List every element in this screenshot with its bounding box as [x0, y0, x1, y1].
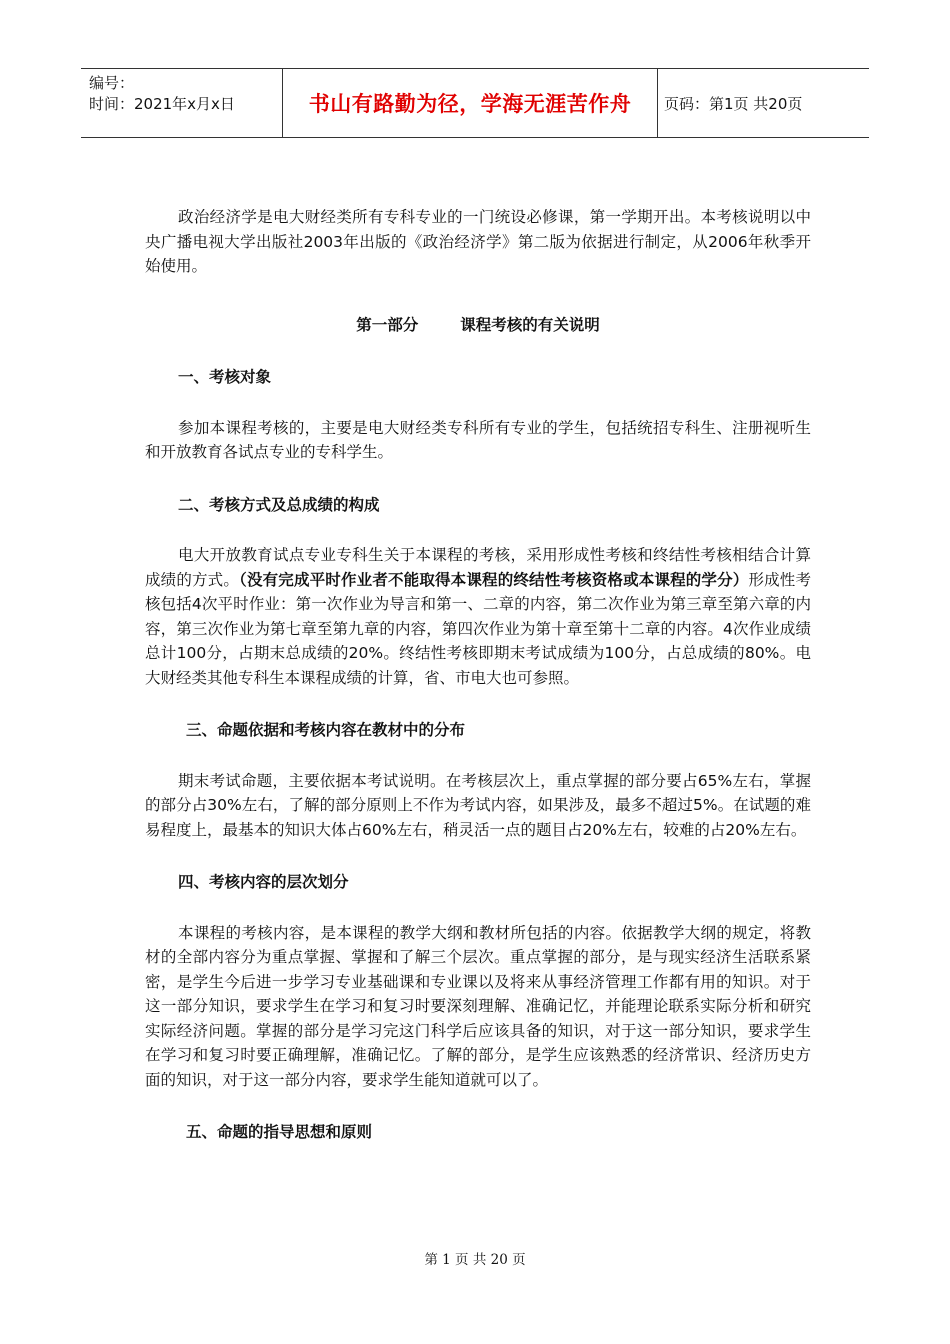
- section-heading: 四、考核内容的层次划分: [178, 873, 349, 891]
- intro-paragraph: 政治经济学是电大财经类所有专科专业的一门统设必修课，第一学期开出。本考核说明以中央广播电视大学出版社2003年出版的《政治经济学》第二版为依据进行制定，从2006年秋季开始使用。: [145, 208, 811, 275]
- page-footer: 第 1 页 共 20 页: [424, 1252, 526, 1268]
- section-paragraph: 期末考试命题，主要依据本考试说明。在考核层次上，重点掌握的部分要占65%左右，掌握的部分占30%左右，了解的部分原则上不作为考试内容，如果涉及，最多不超过5%。在试题的难易程度上，最基本的知识大体占60%左右，稍灵活一点的题目占20%左右，较难的占20%左右。: [145, 771, 811, 839]
- section-paragraph: [145, 543, 811, 690]
- section-heading: 五、命题的指导思想和原则: [186, 1123, 373, 1141]
- motto: 书山有路勤为径，学海无涯苦作舟: [282, 69, 658, 137]
- part-title: [145, 313, 811, 338]
- paragraph-text: 电大开放教育试点专业专科生关于本课程的考核，采用形成性考核和终结性考核相结合计算成绩的方式。: [145, 546, 811, 589]
- section-paragraph: 本课程的考核内容，是本课程的教学大纲和教材所包括的内容。依据教学大纲的规定，将教材的全部内容分为重点掌握、掌握和了解三个层次。重点掌握的部分，是与现实经济生活联系紧密，是学生今后进一步学习专业基础课和专业课以及将来从事经济管理工作都有用的知识。对于这一部分知识，要求学生在学习和复习时要深刻理解、准确记忆，并能理论联系实际分析和研究实际经济问题。掌握的部分是学习完这门科学后应该具备的知识，对于这一部分知识，要求学生在学习和复习时要正确理解，准确记忆。了解的部分，是学生应该熟悉的经济常识、经济历史方面的知识，对于这一部分内容，要求学生能知道就可以了。: [145, 923, 811, 1089]
- section-heading: 三、命题依据和考核内容在教材中的分布: [186, 721, 466, 739]
- header-meta: [81, 69, 282, 137]
- part-number: 第一部分: [356, 315, 419, 334]
- paragraph-text: 形成性考核包括4次平时作业：第一次作业为导言和第一、二章的内容，第二次作业为第三章至第六章的内容，第三次作业为第七章至第九章的内容，第四次作业为第十章至第十二章的内容。4次作业成绩总计100分，占期末总成绩的20%。终结性考核即期末考试成绩为100分，占总成绩的80%。电大财经类其他专科生本课程成绩的计算，省、市电大也可参照。: [145, 570, 811, 687]
- number-label: 编号：: [89, 74, 135, 92]
- header-page-info: 页码：第1页 共20页: [664, 94, 803, 113]
- document-body: [145, 205, 811, 1145]
- bold-note: （没有完成平时作业者不能取得本课程的终结性考核资格或本课程的学分）: [239, 570, 749, 589]
- section-paragraph: 参加本课程考核的，主要是电大财经类专科所有专业的学生，包括统招专科生、注册视听生和开放教育各试点专业的专科学生。: [145, 418, 811, 461]
- part-name: 课程考核的有关说明: [460, 315, 600, 334]
- document-header: [81, 68, 869, 138]
- time-label: 时间：2021年x月x日: [89, 95, 235, 113]
- section-heading: 一、考核对象: [178, 368, 272, 386]
- section-heading: 二、考核方式及总成绩的构成: [178, 495, 380, 514]
